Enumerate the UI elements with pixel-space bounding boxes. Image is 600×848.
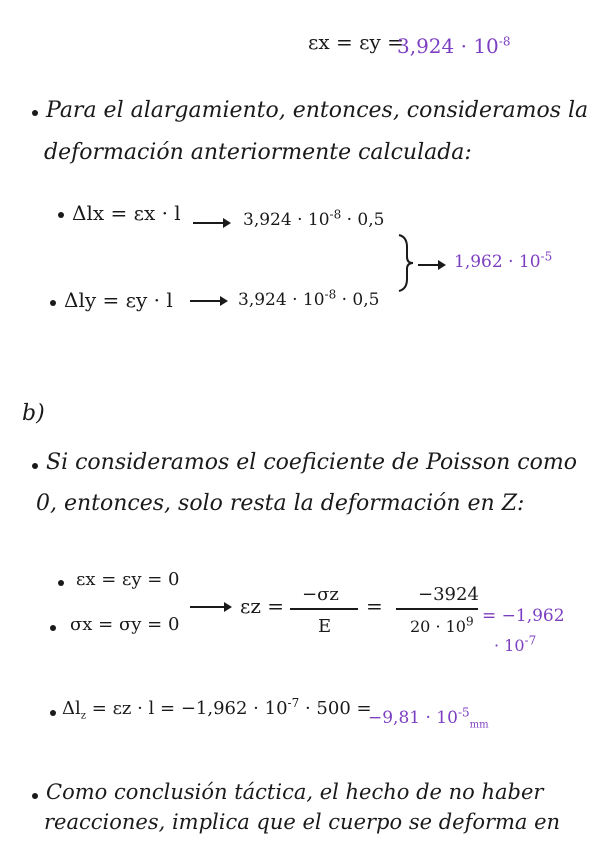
eq-dlz-tail: · 500 =	[304, 698, 372, 719]
bullet	[58, 580, 64, 586]
eq-dlz-mid: = εz · l = −1,962 · 10	[91, 698, 288, 719]
eq-ez-result-b-base: · 10	[494, 636, 525, 655]
eq-dly-tail: · 0,5	[341, 290, 380, 310]
eq-dlz-lhs: Δl	[62, 698, 81, 719]
eq-dlz-unit: mm	[469, 719, 489, 731]
result-dl	[454, 249, 553, 272]
eq-dlz-result	[368, 705, 489, 731]
eq-dly-rhs	[238, 287, 380, 310]
section-b-label: b)	[22, 401, 45, 426]
arrow-icon	[190, 300, 226, 302]
eq-dly-lhs: Δly = εy · l	[64, 288, 173, 312]
eq-ez-result-b	[494, 633, 537, 655]
result-dl-mantissa: 1,962 · 10	[454, 252, 541, 272]
condition-stress-zero: σx = σy = 0	[70, 614, 180, 635]
para1-line-b: deformación anteriormente calculada:	[44, 140, 472, 165]
eq-ez-result-a: = −1,962	[482, 606, 565, 626]
eq-dlx-exponent: -8	[329, 207, 342, 222]
brace-icon	[395, 233, 417, 293]
arrow-icon	[190, 606, 230, 608]
eps-value-mantissa: 3,924 · 10	[397, 34, 499, 58]
eq-dly-exponent: -8	[324, 287, 337, 302]
para1-line-a: Para el alargamiento, entonces, consideramos la	[46, 98, 589, 123]
eq-ez-den1: E	[318, 616, 332, 637]
eq-dlz-subscript: z	[80, 710, 87, 722]
bullet	[32, 463, 38, 469]
eq-dlz-mid-exponent: -7	[287, 696, 300, 710]
bullet	[50, 710, 56, 716]
bullet	[50, 625, 56, 631]
fraction-line	[290, 608, 358, 610]
eq-ez-num1: −σz	[302, 584, 339, 605]
bullet	[58, 212, 64, 218]
eq-ez-equals: =	[366, 594, 383, 618]
para3-line-b: reacciones, implica que el cuerpo se deforma en	[44, 810, 561, 834]
arrow-icon	[193, 222, 229, 224]
eq-dlx-rhs-mantissa: 3,924 · 10	[243, 210, 330, 230]
eq-dlz-result-exponent: -5	[457, 705, 470, 720]
eq-ez-den2-exponent: 9	[465, 614, 474, 629]
condition-strain-zero: εx = εy = 0	[76, 569, 180, 590]
eq-dlx-lhs: Δlx = εx · l	[72, 201, 181, 225]
arrow-icon	[418, 264, 444, 266]
eq-dly-rhs-mantissa: 3,924 · 10	[238, 290, 325, 310]
result-dl-exponent: -5	[540, 249, 553, 264]
eq-dlz-result-base: −9,81 · 10	[368, 708, 458, 728]
para3-line-a: Como conclusión táctica, el hecho de no haber	[46, 780, 544, 804]
bullet	[32, 793, 38, 799]
fraction-line	[396, 608, 478, 610]
eq-ez-result-exponent: -7	[524, 633, 537, 648]
eq-ez-num2: −3924	[418, 584, 479, 605]
para2-line-b: 0, entonces, solo resta la deformación en Z:	[36, 491, 525, 516]
eq-ez-den2	[410, 614, 474, 636]
eq-dlz	[62, 696, 372, 722]
eps-value-exponent: -8	[498, 34, 511, 49]
eq-dlx-tail: · 0,5	[346, 210, 385, 230]
eps-value	[397, 36, 510, 56]
eq-ez-den2-base: 20 · 10	[410, 617, 466, 636]
para2-line-a: Si consideramos el coeficiente de Poisson como	[46, 450, 577, 475]
bullet	[50, 300, 56, 306]
bullet	[32, 110, 38, 116]
eq-ez-lhs: εz =	[240, 594, 285, 618]
eps-equality-lhs: εx = εy =	[308, 30, 404, 54]
eq-dlx-rhs	[243, 207, 385, 230]
